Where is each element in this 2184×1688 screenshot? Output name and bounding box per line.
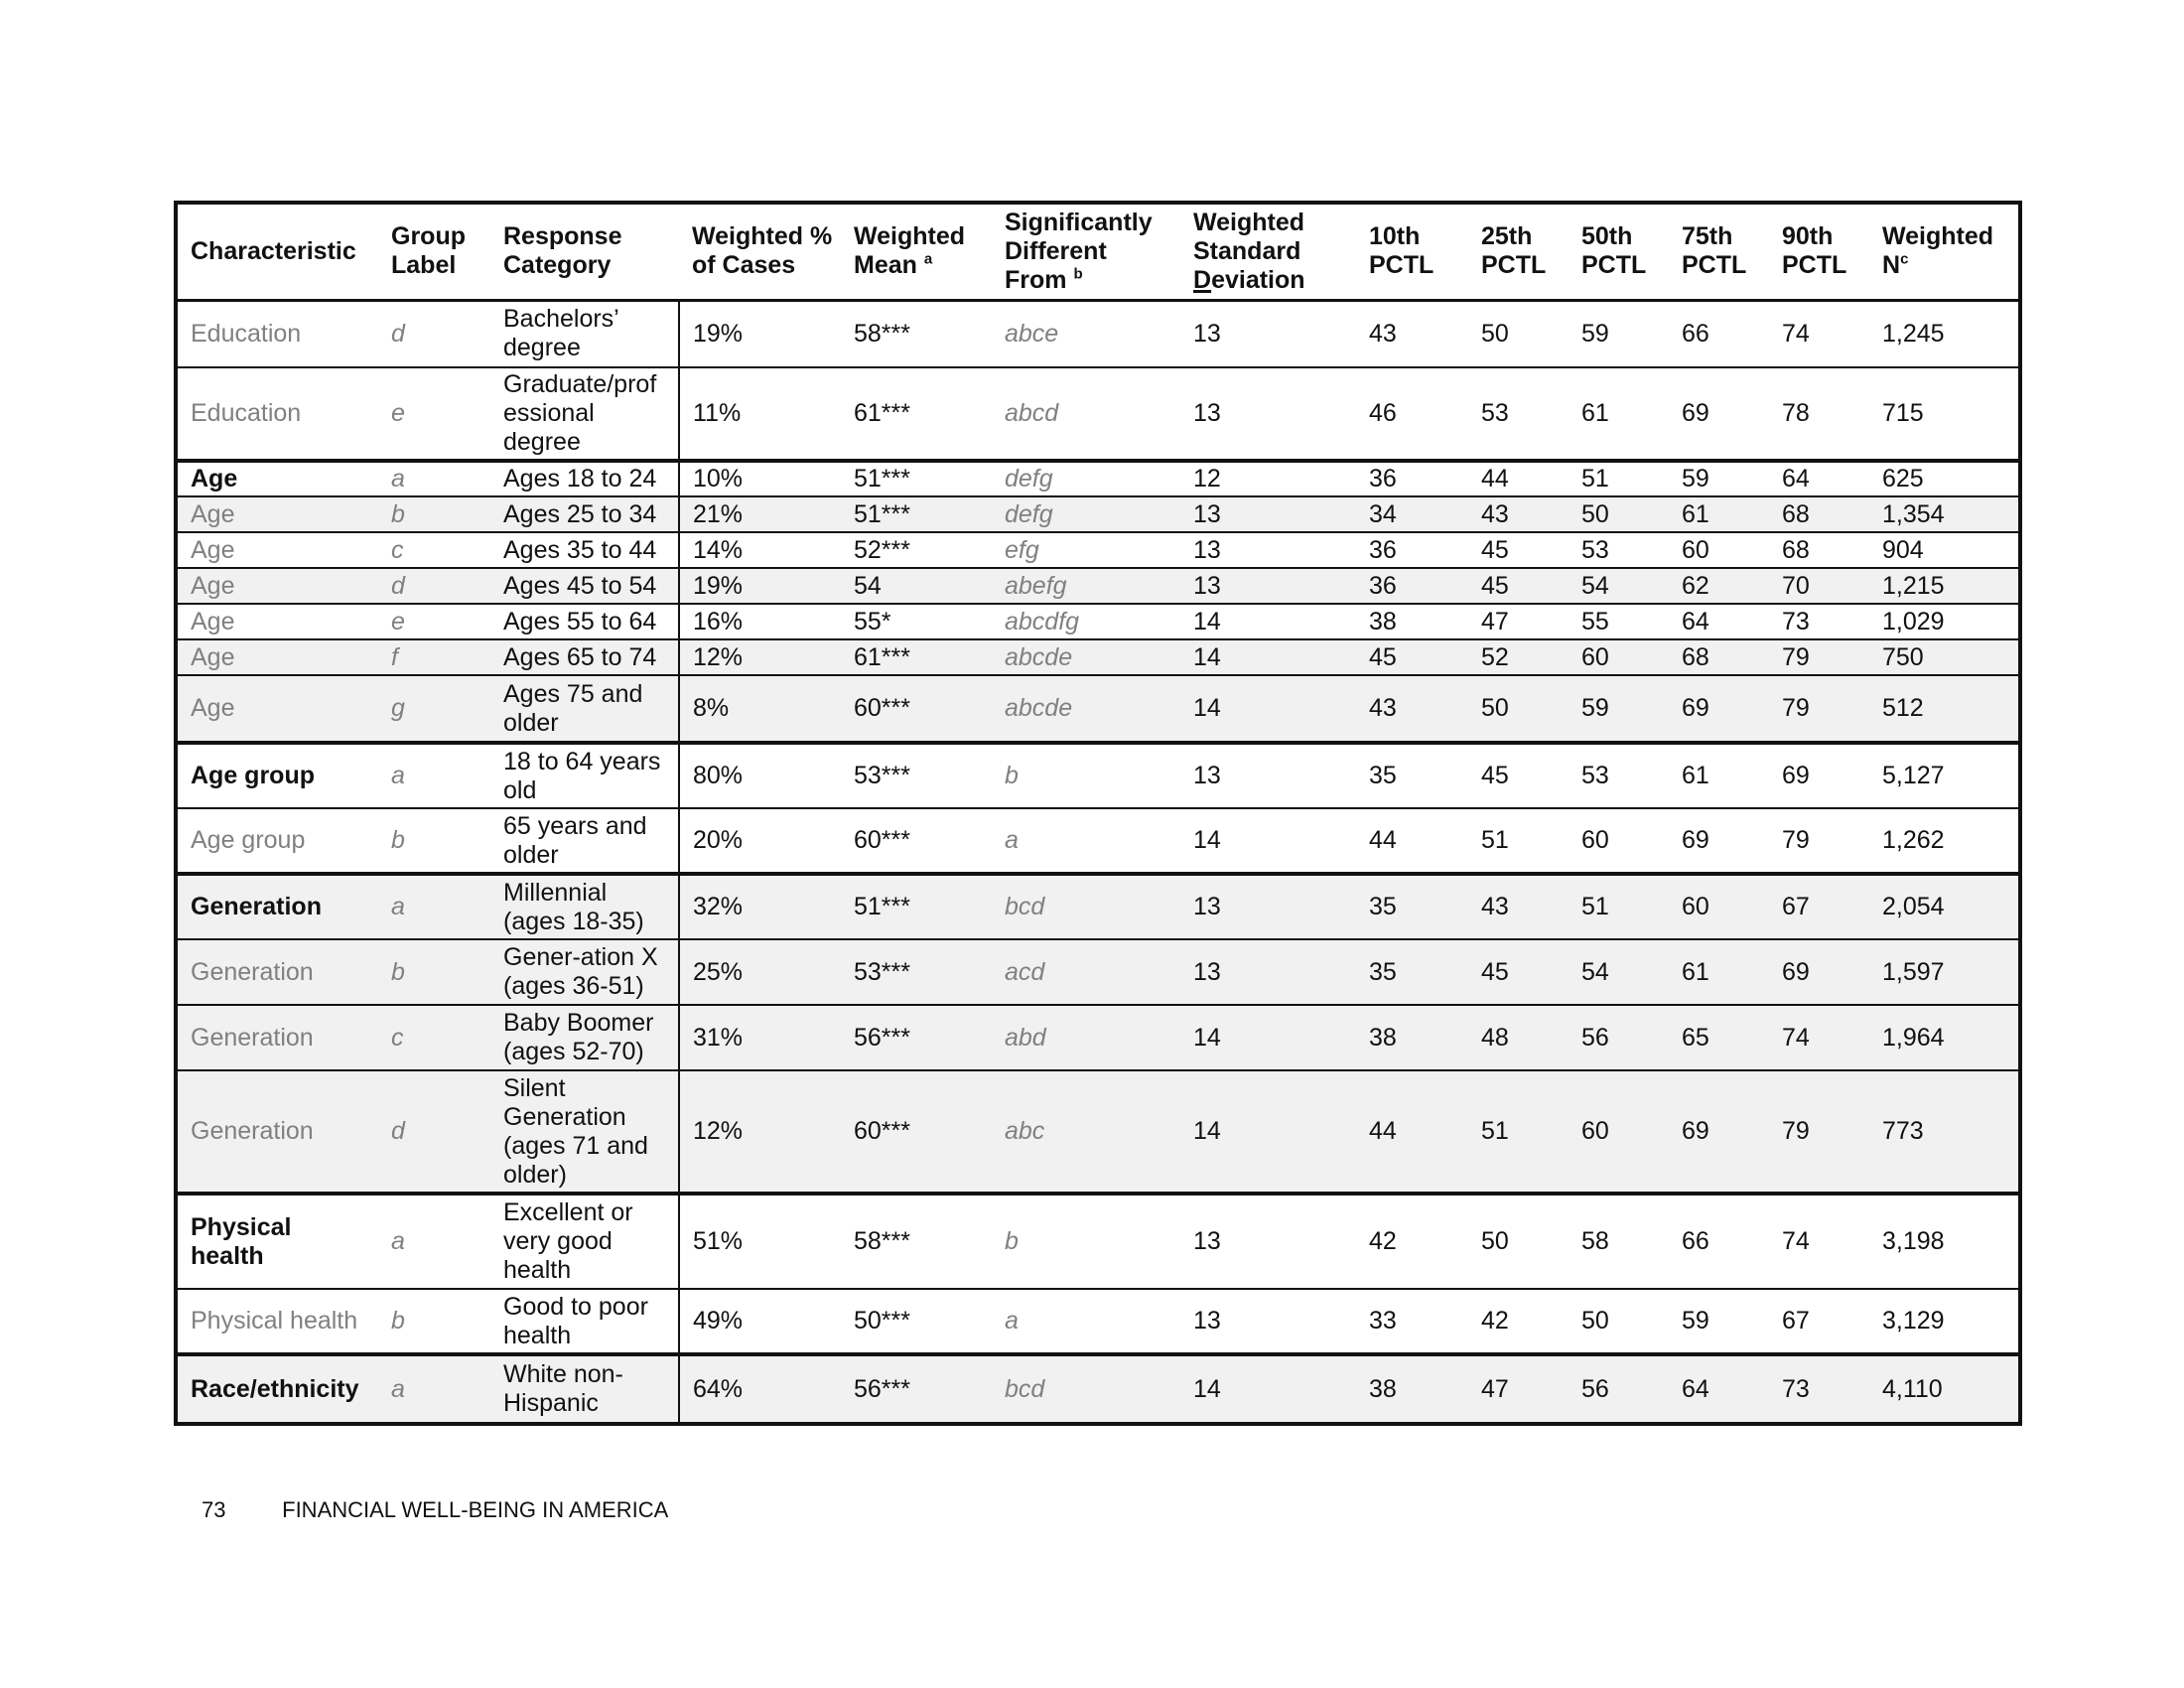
cell-pct: 12% [679, 1070, 841, 1194]
cell-p75: 65 [1669, 1005, 1769, 1070]
cell-sig: abc [992, 1070, 1180, 1194]
cell-p50: 56 [1569, 1005, 1669, 1070]
cell-p10: 38 [1356, 604, 1468, 639]
cell-p25: 47 [1468, 604, 1569, 639]
cell-p50: 53 [1569, 532, 1669, 568]
col-header-characteristic: Characteristic [178, 205, 378, 300]
cell-p90: 79 [1769, 1070, 1869, 1194]
cell-sd: 13 [1180, 874, 1356, 939]
cell-p10: 43 [1356, 675, 1468, 743]
cell-sd: 14 [1180, 1354, 1356, 1422]
cell-n: 625 [1869, 461, 2018, 496]
cell-group: c [378, 532, 490, 568]
cell-sig: bcd [992, 874, 1180, 939]
cell-group: a [378, 461, 490, 496]
col-header-p25: 25th PCTL [1468, 205, 1569, 300]
cell-sig: abcde [992, 675, 1180, 743]
cell-p25: 45 [1468, 532, 1569, 568]
cell-p50: 56 [1569, 1354, 1669, 1422]
cell-p75: 62 [1669, 568, 1769, 604]
cell-sig: abd [992, 1005, 1180, 1070]
cell-p90: 74 [1769, 1194, 1869, 1289]
cell-p50: 59 [1569, 675, 1669, 743]
table-row [178, 675, 2018, 743]
cell-sig: defg [992, 496, 1180, 532]
cell-p25: 51 [1468, 1070, 1569, 1194]
cell-n: 3,129 [1869, 1289, 2018, 1354]
cell-group: e [378, 604, 490, 639]
cell-p90: 68 [1769, 496, 1869, 532]
cell-p90: 67 [1769, 874, 1869, 939]
cell-sd: 13 [1180, 532, 1356, 568]
n-label: Weighted N [1882, 222, 1994, 280]
cell-pct: 80% [679, 743, 841, 808]
cell-response: Silent Generation (ages 71 and older) [490, 1070, 679, 1194]
cell-p75: 64 [1669, 1354, 1769, 1422]
cell-p10: 38 [1356, 1005, 1468, 1070]
cell-p75: 59 [1669, 1289, 1769, 1354]
cell-p50: 54 [1569, 939, 1669, 1005]
cell-p25: 45 [1468, 568, 1569, 604]
cell-mean: 52*** [841, 532, 992, 568]
col-header-response-category: Response Category [490, 205, 679, 300]
cell-sig: abcde [992, 639, 1180, 675]
cell-p90: 73 [1769, 604, 1869, 639]
cell-group: e [378, 367, 490, 461]
page-number: 73 [202, 1497, 226, 1522]
cell-p10: 38 [1356, 1354, 1468, 1422]
cell-n: 1,964 [1869, 1005, 2018, 1070]
cell-mean: 51*** [841, 461, 992, 496]
col-header-mean [841, 205, 992, 300]
cell-mean: 53*** [841, 939, 992, 1005]
cell-p10: 36 [1356, 568, 1468, 604]
cell-sig: acd [992, 939, 1180, 1005]
cell-p75: 60 [1669, 532, 1769, 568]
cell-p10: 46 [1356, 367, 1468, 461]
cell-group: d [378, 300, 490, 367]
cell-characteristic: Age group [178, 808, 378, 874]
cell-pct: 19% [679, 300, 841, 367]
table-row [178, 300, 2018, 367]
col-header-group-label: Group Label [378, 205, 490, 300]
cell-p50: 55 [1569, 604, 1669, 639]
cell-p10: 34 [1356, 496, 1468, 532]
cell-p90: 74 [1769, 1005, 1869, 1070]
cell-sig: defg [992, 461, 1180, 496]
cell-n: 1,215 [1869, 568, 2018, 604]
cell-pct: 25% [679, 939, 841, 1005]
cell-p25: 45 [1468, 939, 1569, 1005]
cell-sd: 14 [1180, 604, 1356, 639]
cell-p90: 68 [1769, 532, 1869, 568]
cell-p50: 51 [1569, 874, 1669, 939]
cell-pct: 32% [679, 874, 841, 939]
cell-mean: 58*** [841, 300, 992, 367]
footer-title: FINANCIAL WELL-BEING IN AMERICA [282, 1497, 669, 1522]
cell-sig: b [992, 1194, 1180, 1289]
cell-p10: 35 [1356, 743, 1468, 808]
cell-group: a [378, 1354, 490, 1422]
cell-p25: 51 [1468, 808, 1569, 874]
header-row [178, 205, 2018, 300]
cell-characteristic: Age [178, 639, 378, 675]
table-row [178, 1005, 2018, 1070]
data-table-frame [174, 201, 2022, 1426]
cell-p90: 69 [1769, 743, 1869, 808]
cell-pct: 14% [679, 532, 841, 568]
cell-p75: 60 [1669, 874, 1769, 939]
cell-pct: 31% [679, 1005, 841, 1070]
cell-group: d [378, 1070, 490, 1194]
cell-sd: 12 [1180, 461, 1356, 496]
cell-p50: 50 [1569, 496, 1669, 532]
cell-response: White non-Hispanic [490, 1354, 679, 1422]
cell-p10: 44 [1356, 1070, 1468, 1194]
cell-p75: 69 [1669, 675, 1769, 743]
cell-characteristic: Generation [178, 1005, 378, 1070]
cell-p90: 79 [1769, 675, 1869, 743]
cell-sd: 13 [1180, 939, 1356, 1005]
cell-characteristic: Physical health [178, 1194, 378, 1289]
cell-response: Bachelors’ degree [490, 300, 679, 367]
cell-response: Ages 65 to 74 [490, 639, 679, 675]
cell-characteristic: Physical health [178, 1289, 378, 1354]
cell-p50: 61 [1569, 367, 1669, 461]
cell-group: g [378, 675, 490, 743]
cell-n: 1,029 [1869, 604, 2018, 639]
cell-sd: 13 [1180, 300, 1356, 367]
cell-response: Ages 35 to 44 [490, 532, 679, 568]
cell-p10: 45 [1356, 639, 1468, 675]
cell-response: 65 years and older [490, 808, 679, 874]
cell-n: 2,054 [1869, 874, 2018, 939]
cell-characteristic: Age [178, 532, 378, 568]
cell-p90: 67 [1769, 1289, 1869, 1354]
cell-mean: 60*** [841, 675, 992, 743]
cell-characteristic: Age [178, 461, 378, 496]
cell-p75: 69 [1669, 367, 1769, 461]
cell-response: Good to poor health [490, 1289, 679, 1354]
cell-sd: 14 [1180, 639, 1356, 675]
cell-group: b [378, 496, 490, 532]
financial-wellbeing-table [178, 205, 2018, 1422]
sd-label-post: eviation [1211, 265, 1305, 294]
cell-n: 1,262 [1869, 808, 2018, 874]
cell-p25: 53 [1468, 367, 1569, 461]
cell-sig: abce [992, 300, 1180, 367]
cell-p25: 44 [1468, 461, 1569, 496]
cell-p90: 74 [1769, 300, 1869, 367]
cell-n: 3,198 [1869, 1194, 2018, 1289]
cell-response: Ages 25 to 34 [490, 496, 679, 532]
cell-p25: 45 [1468, 743, 1569, 808]
cell-p50: 60 [1569, 639, 1669, 675]
cell-mean: 61*** [841, 367, 992, 461]
cell-mean: 50*** [841, 1289, 992, 1354]
cell-sd: 13 [1180, 367, 1356, 461]
cell-sig: a [992, 808, 1180, 874]
cell-characteristic: Education [178, 367, 378, 461]
cell-pct: 19% [679, 568, 841, 604]
cell-p90: 69 [1769, 939, 1869, 1005]
cell-mean: 54 [841, 568, 992, 604]
n-footnote: c [1900, 250, 1909, 268]
page-footer [202, 1497, 668, 1523]
cell-pct: 64% [679, 1354, 841, 1422]
mean-label: Weighted Mean [854, 222, 966, 280]
cell-response: 18 to 64 years old [490, 743, 679, 808]
cell-characteristic: Generation [178, 1070, 378, 1194]
cell-characteristic: Age [178, 568, 378, 604]
cell-p75: 61 [1669, 496, 1769, 532]
cell-group: f [378, 639, 490, 675]
cell-p50: 59 [1569, 300, 1669, 367]
cell-sd: 14 [1180, 1005, 1356, 1070]
cell-p90: 79 [1769, 808, 1869, 874]
cell-p50: 53 [1569, 743, 1669, 808]
cell-sd: 13 [1180, 1194, 1356, 1289]
cell-mean: 51*** [841, 496, 992, 532]
cell-mean: 60*** [841, 1070, 992, 1194]
table-row [178, 1194, 2018, 1289]
mean-footnote: a [923, 250, 933, 268]
cell-p75: 64 [1669, 604, 1769, 639]
col-header-weighted-n [1869, 205, 2018, 300]
table-row [178, 1070, 2018, 1194]
cell-p75: 59 [1669, 461, 1769, 496]
cell-group: c [378, 1005, 490, 1070]
sig-footnote: b [1073, 265, 1083, 283]
col-header-sig-diff [992, 205, 1180, 300]
cell-p75: 66 [1669, 1194, 1769, 1289]
cell-mean: 56*** [841, 1005, 992, 1070]
table-row [178, 808, 2018, 874]
cell-n: 512 [1869, 675, 2018, 743]
cell-mean: 61*** [841, 639, 992, 675]
cell-p50: 60 [1569, 808, 1669, 874]
cell-sig: abcd [992, 367, 1180, 461]
cell-pct: 49% [679, 1289, 841, 1354]
cell-mean: 55* [841, 604, 992, 639]
cell-group: a [378, 1194, 490, 1289]
cell-sig: abefg [992, 568, 1180, 604]
cell-p50: 60 [1569, 1070, 1669, 1194]
cell-n: 4,110 [1869, 1354, 2018, 1422]
cell-response: Ages 45 to 54 [490, 568, 679, 604]
sd-label-pre: Weighted Standard [1193, 208, 1305, 265]
cell-p75: 66 [1669, 300, 1769, 367]
cell-p25: 50 [1468, 1194, 1569, 1289]
cell-pct: 10% [679, 461, 841, 496]
table-row [178, 639, 2018, 675]
table-row [178, 604, 2018, 639]
cell-n: 1,354 [1869, 496, 2018, 532]
cell-sd: 13 [1180, 496, 1356, 532]
cell-group: a [378, 874, 490, 939]
cell-p10: 42 [1356, 1194, 1468, 1289]
cell-response: Ages 75 and older [490, 675, 679, 743]
cell-p75: 61 [1669, 939, 1769, 1005]
cell-pct: 20% [679, 808, 841, 874]
cell-response: Baby Boomer (ages 52-70) [490, 1005, 679, 1070]
cell-p75: 68 [1669, 639, 1769, 675]
cell-response: Millennial (ages 18-35) [490, 874, 679, 939]
cell-pct: 11% [679, 367, 841, 461]
cell-p75: 69 [1669, 1070, 1769, 1194]
col-header-std-dev [1180, 205, 1356, 300]
cell-characteristic: Age [178, 675, 378, 743]
cell-pct: 21% [679, 496, 841, 532]
cell-response: Gener-ation X (ages 36-51) [490, 939, 679, 1005]
col-header-p90: 90th PCTL [1769, 205, 1869, 300]
cell-p25: 48 [1468, 1005, 1569, 1070]
cell-group: b [378, 808, 490, 874]
cell-n: 773 [1869, 1070, 2018, 1194]
cell-response: Ages 55 to 64 [490, 604, 679, 639]
cell-characteristic: Age [178, 604, 378, 639]
cell-sd: 13 [1180, 568, 1356, 604]
cell-n: 1,597 [1869, 939, 2018, 1005]
cell-characteristic: Race/ethnicity [178, 1354, 378, 1422]
cell-p25: 47 [1468, 1354, 1569, 1422]
cell-p10: 35 [1356, 939, 1468, 1005]
cell-characteristic: Generation [178, 874, 378, 939]
table-row [178, 496, 2018, 532]
cell-sig: efg [992, 532, 1180, 568]
cell-n: 750 [1869, 639, 2018, 675]
cell-group: b [378, 939, 490, 1005]
cell-p75: 69 [1669, 808, 1769, 874]
cell-p90: 78 [1769, 367, 1869, 461]
cell-p10: 36 [1356, 532, 1468, 568]
table-row [178, 939, 2018, 1005]
cell-characteristic: Education [178, 300, 378, 367]
cell-mean: 51*** [841, 874, 992, 939]
cell-response: Ages 18 to 24 [490, 461, 679, 496]
cell-p50: 54 [1569, 568, 1669, 604]
cell-pct: 51% [679, 1194, 841, 1289]
cell-mean: 56*** [841, 1354, 992, 1422]
cell-sig: b [992, 743, 1180, 808]
table-row [178, 461, 2018, 496]
cell-p90: 70 [1769, 568, 1869, 604]
cell-sd: 14 [1180, 675, 1356, 743]
cell-sd: 14 [1180, 1070, 1356, 1194]
cell-characteristic: Age group [178, 743, 378, 808]
cell-p50: 51 [1569, 461, 1669, 496]
table-row [178, 743, 2018, 808]
cell-p25: 43 [1468, 874, 1569, 939]
table-row [178, 874, 2018, 939]
table-row [178, 532, 2018, 568]
cell-sig: bcd [992, 1354, 1180, 1422]
table-row [178, 568, 2018, 604]
cell-mean: 53*** [841, 743, 992, 808]
sig-label: Significantly Different From [1005, 208, 1153, 294]
cell-characteristic: Age [178, 496, 378, 532]
cell-response: Excellent or very good health [490, 1194, 679, 1289]
cell-n: 1,245 [1869, 300, 2018, 367]
cell-p90: 64 [1769, 461, 1869, 496]
cell-p25: 52 [1468, 639, 1569, 675]
cell-p10: 36 [1356, 461, 1468, 496]
cell-sig: abcdfg [992, 604, 1180, 639]
cell-p25: 42 [1468, 1289, 1569, 1354]
cell-p25: 50 [1468, 675, 1569, 743]
cell-pct: 8% [679, 675, 841, 743]
cell-characteristic: Generation [178, 939, 378, 1005]
cell-mean: 60*** [841, 808, 992, 874]
cell-response: Graduate/prof essional degree [490, 367, 679, 461]
cell-p25: 50 [1468, 300, 1569, 367]
cell-p75: 61 [1669, 743, 1769, 808]
cell-mean: 58*** [841, 1194, 992, 1289]
cell-p25: 43 [1468, 496, 1569, 532]
table-row [178, 1354, 2018, 1422]
cell-p10: 44 [1356, 808, 1468, 874]
col-header-p75: 75th PCTL [1669, 205, 1769, 300]
cell-p90: 79 [1769, 639, 1869, 675]
cell-group: b [378, 1289, 490, 1354]
sd-label-underlined: D [1193, 265, 1212, 294]
cell-p10: 43 [1356, 300, 1468, 367]
cell-sig: a [992, 1289, 1180, 1354]
cell-n: 904 [1869, 532, 2018, 568]
cell-sd: 14 [1180, 808, 1356, 874]
cell-pct: 16% [679, 604, 841, 639]
cell-p10: 33 [1356, 1289, 1468, 1354]
cell-group: a [378, 743, 490, 808]
cell-p10: 35 [1356, 874, 1468, 939]
cell-n: 5,127 [1869, 743, 2018, 808]
col-header-p50: 50th PCTL [1569, 205, 1669, 300]
col-header-p10: 10th PCTL [1356, 205, 1468, 300]
table-row [178, 367, 2018, 461]
cell-p50: 58 [1569, 1194, 1669, 1289]
col-header-pct-cases: Weighted % of Cases [679, 205, 841, 300]
cell-n: 715 [1869, 367, 2018, 461]
cell-group: d [378, 568, 490, 604]
cell-p90: 73 [1769, 1354, 1869, 1422]
cell-pct: 12% [679, 639, 841, 675]
table-row [178, 1289, 2018, 1354]
cell-sd: 13 [1180, 743, 1356, 808]
cell-p50: 50 [1569, 1289, 1669, 1354]
cell-sd: 13 [1180, 1289, 1356, 1354]
